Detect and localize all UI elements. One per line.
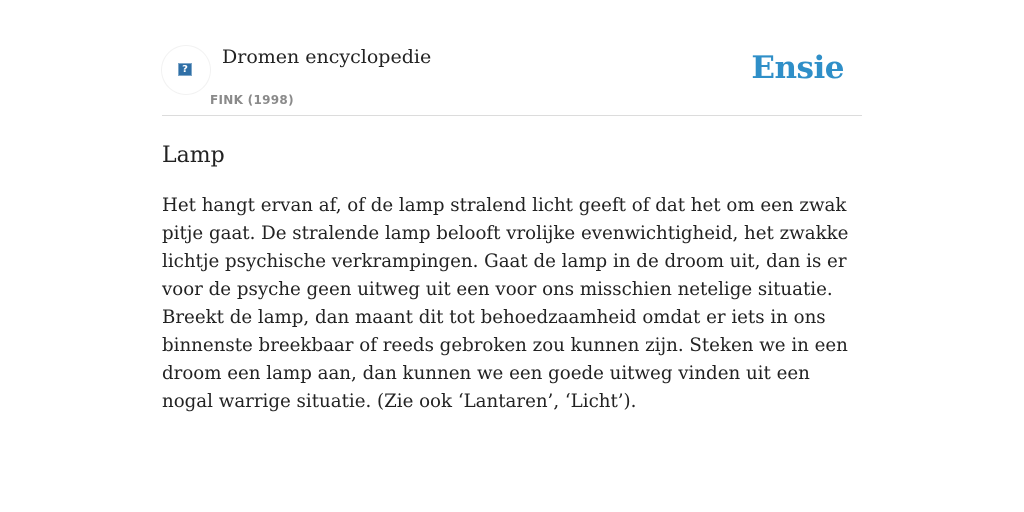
source-thumbnail[interactable] [162,46,210,94]
source-header [162,40,862,116]
ensie-logo[interactable]: Ensie [751,50,844,86]
entry-title: Lamp [162,143,225,168]
source-title[interactable]: Dromen encyclopedie [222,46,432,68]
help-question-icon: ? [178,63,192,76]
entry-body: Het hangt ervan af, of de lamp stralend licht geeft of dat het om een zwak pitje gaat. De stralende lamp belooft vrolijke evenwichtigheid, het zwakke lichtje psychische verkrampingen. Gaat de lamp in de droom uit, dan is er voor de psyche geen uitweg uit een voor ons misschien netelige situatie. Breekt de lamp, dan maant dit tot behoedzaamheid omdat er iets in ons binnenste breekbaar of reeds gebroken zou kunnen zijn. Steken we in een droom een lamp aan, dan kunnen we een goede uitweg vinden uit een nogal warrige situatie. (Zie ook ‘Lantaren’, ‘Licht’). [162,195,849,412]
entry-card [162,40,862,416]
source-author-year: FINK (1998) [210,93,294,107]
